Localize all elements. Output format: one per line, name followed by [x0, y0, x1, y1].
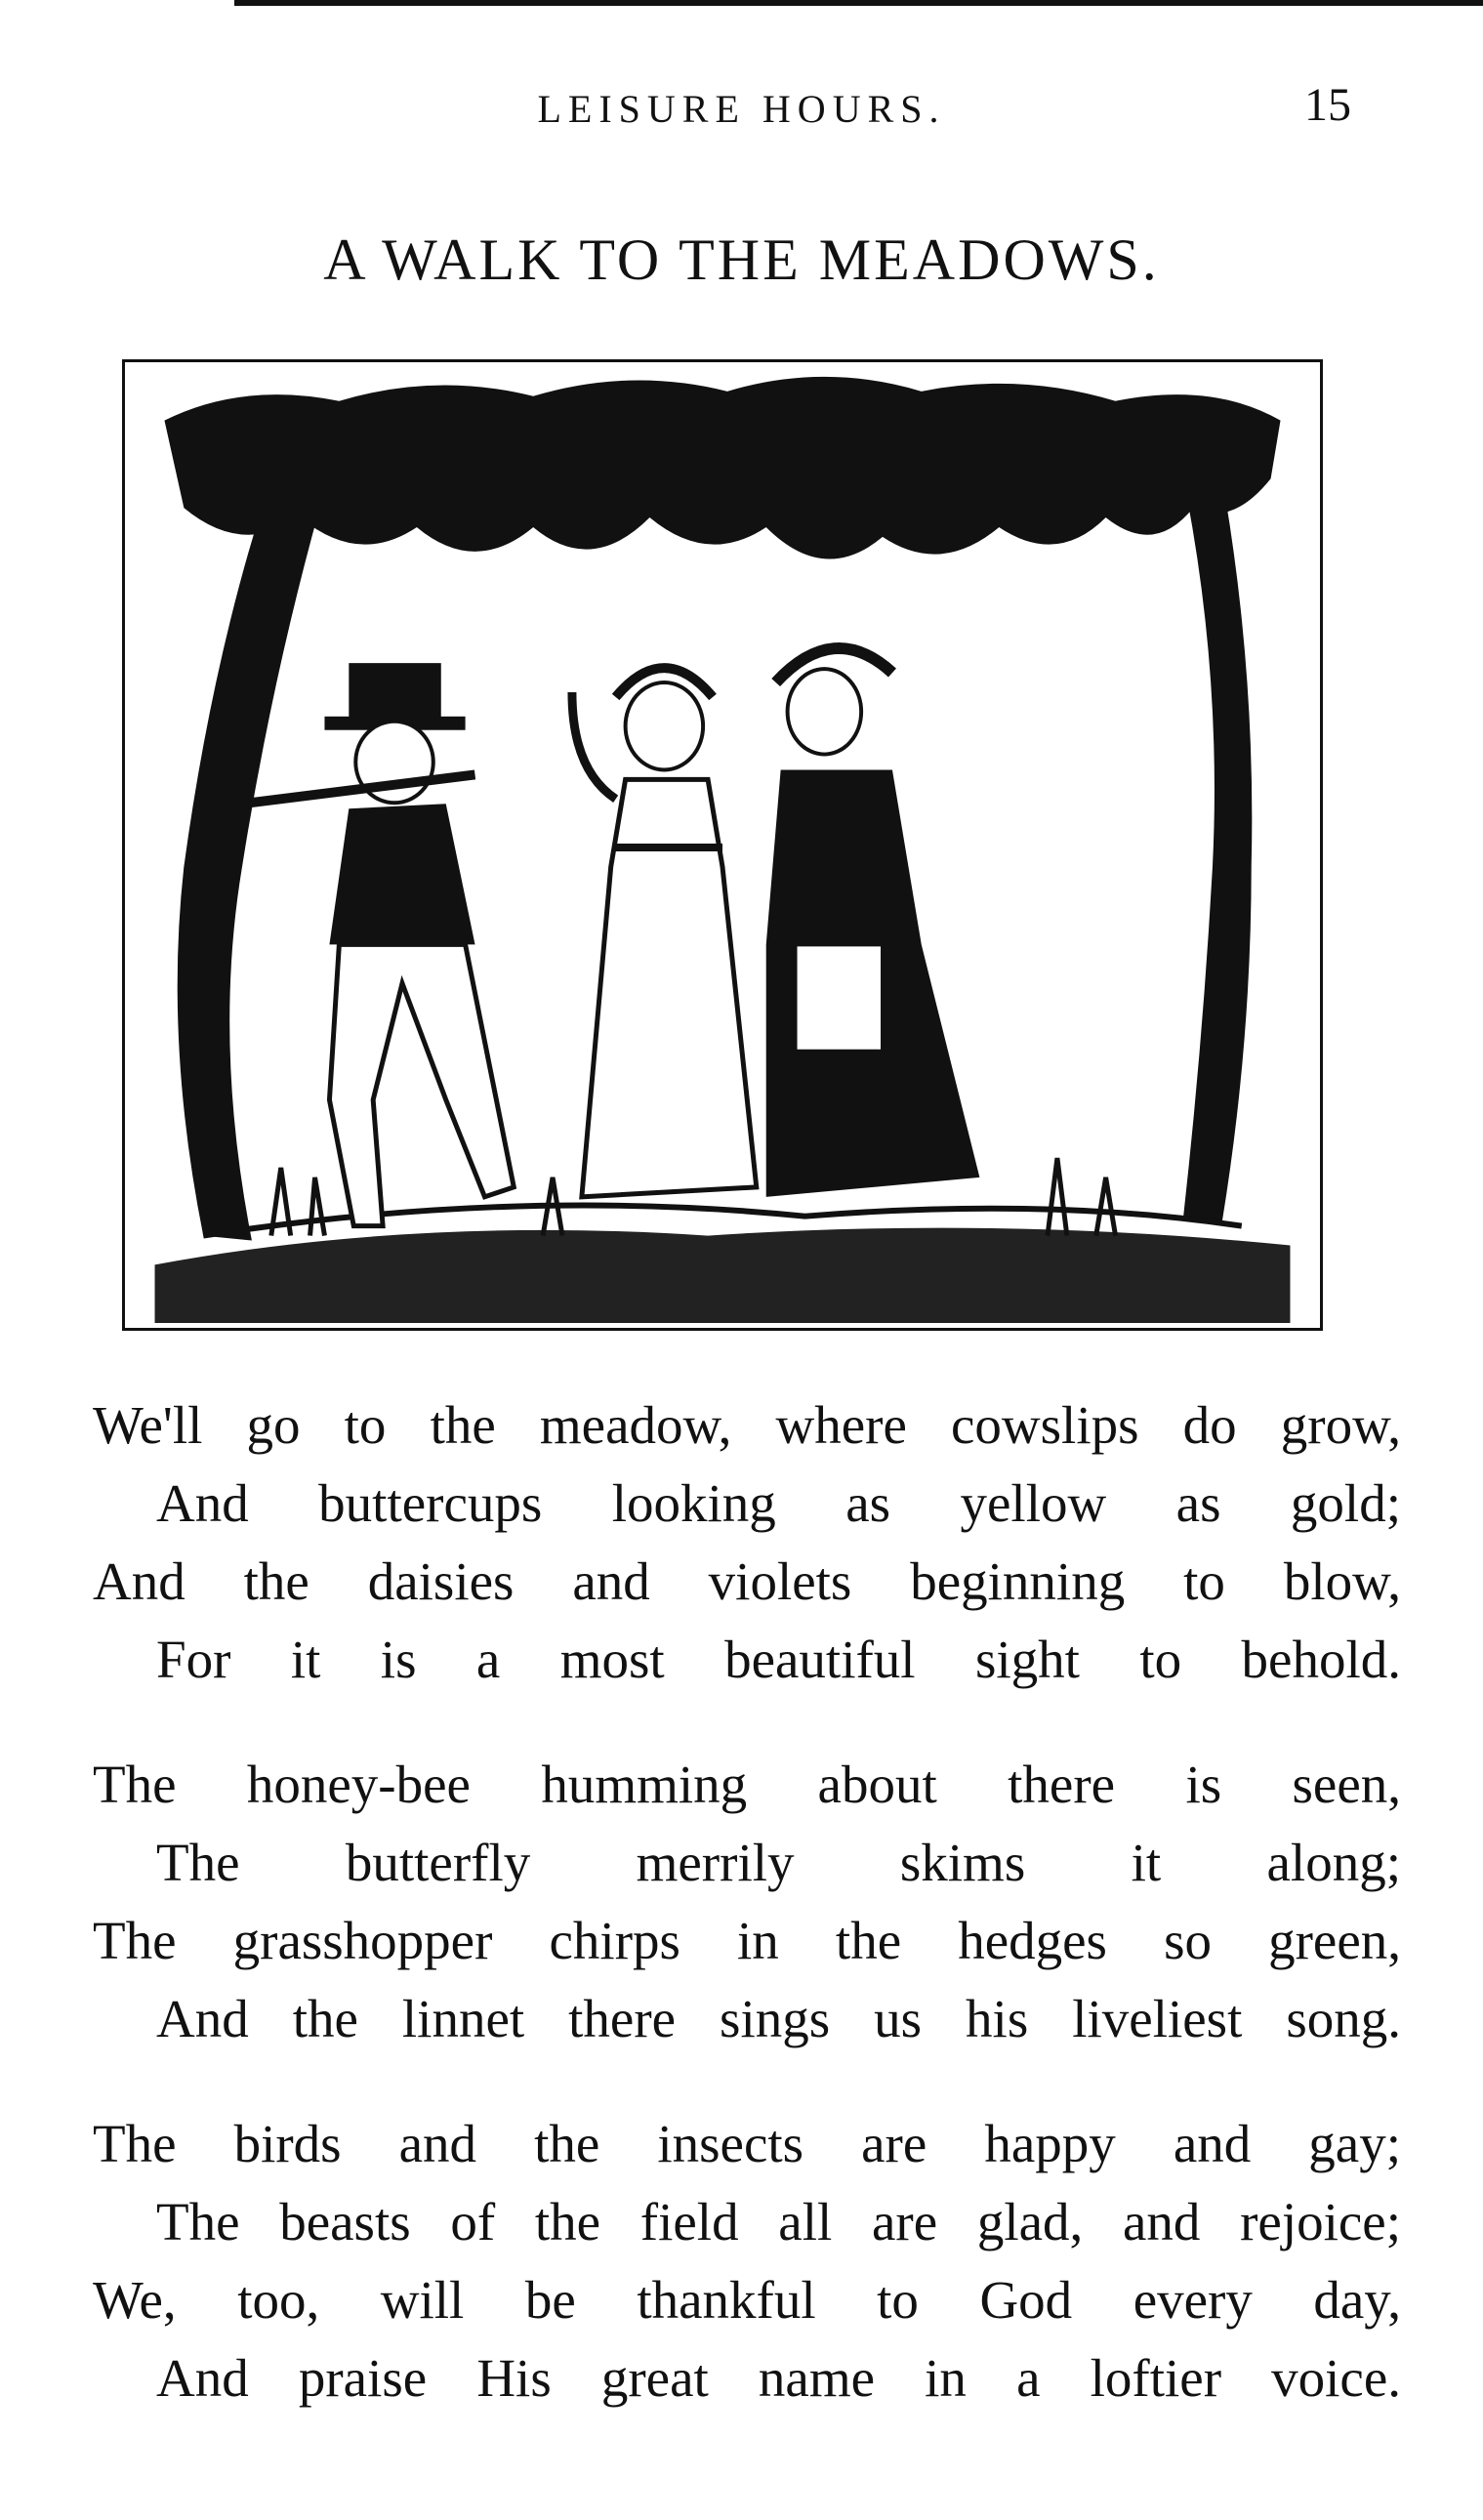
poem-title: A WALK TO THE MEADOWS. [323, 227, 1160, 292]
poem-line: And the daisies and violets beginning to blow, [93, 1551, 1401, 1611]
poem-line: We'll go to the meadow, where cowslips do grow, [93, 1395, 1401, 1455]
poem-body [93, 1386, 1401, 2464]
poem-line: And buttercups looking as yellow as gold; [156, 1473, 1401, 1533]
poem-line: And the linnet there sings us his liveliest song. [156, 1989, 1401, 2048]
woodcut-illustration [122, 359, 1323, 1331]
poem-line: The butterfly merrily skims it along; [156, 1833, 1401, 1892]
page-number: 15 [1304, 79, 1351, 131]
poem-line: The grasshopper chirps in the hedges so green, [93, 1911, 1401, 1970]
poem-line: The birds and the insects are happy and gay; [93, 2114, 1401, 2173]
top-rule [234, 0, 1483, 6]
poem-line: The beasts of the field all are glad, and rejoice; [156, 2192, 1401, 2251]
running-head: LEISURE HOURS. [537, 87, 946, 131]
meadow-walk-illustration [125, 362, 1320, 1328]
stanza-2 [93, 1746, 1401, 2058]
stanza-3 [93, 2105, 1401, 2417]
poem-line: For it is a most beautiful sight to behold. [156, 1630, 1401, 1689]
poem-line: And praise His great name in a loftier voice. [156, 2348, 1401, 2408]
stanza-1 [93, 1386, 1401, 1699]
poem-line: The honey-bee humming about there is seen, [93, 1755, 1401, 1814]
poem-line: We, too, will be thankful to God every day, [93, 2270, 1401, 2330]
